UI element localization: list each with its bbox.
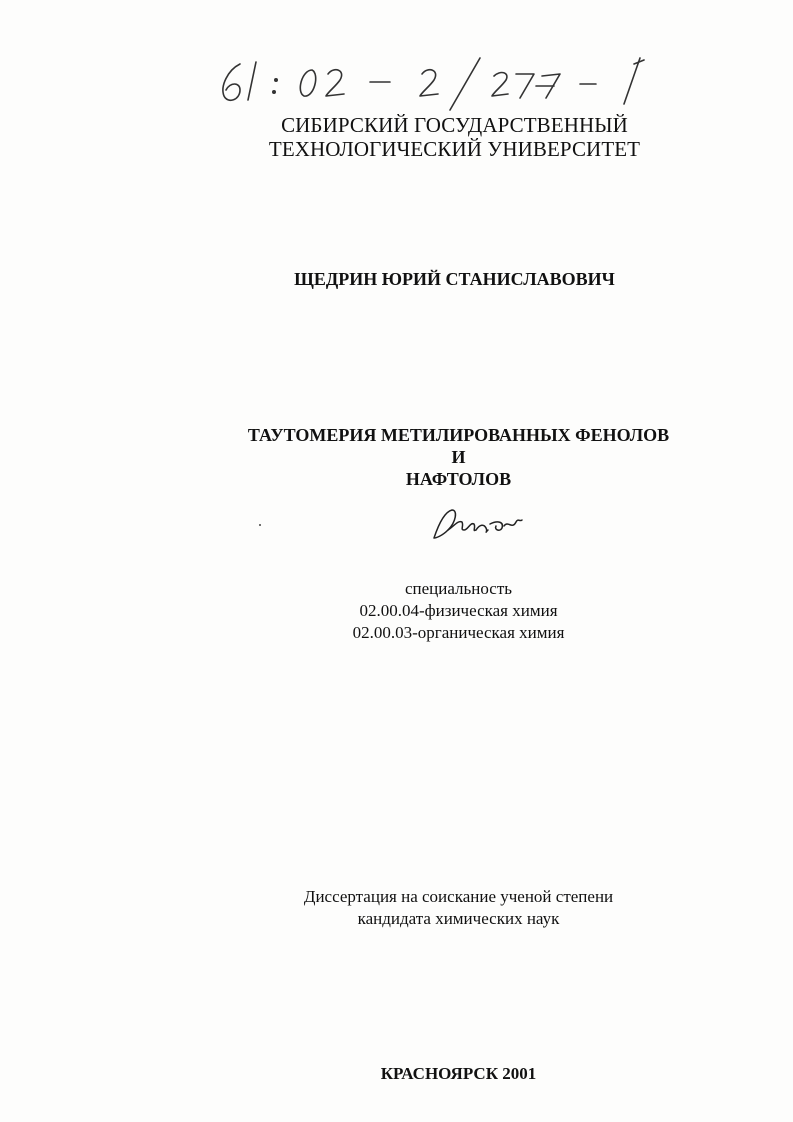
author-line: ЩЕДРИН ЮРИЙ СТАНИСЛАВОВИЧ — [294, 269, 615, 289]
scan-speck — [259, 524, 261, 526]
city-year-line: КРАСНОЯРСК 2001 — [380, 1064, 537, 1083]
author-signature — [428, 500, 528, 548]
title-line-2: И — [451, 447, 466, 467]
dissertation-title — [62, 424, 793, 490]
specialty-code-2: 02.00.03-органическая химия — [352, 623, 565, 642]
title-line-3: НАФТОЛОВ — [405, 469, 512, 489]
author-name — [58, 267, 793, 291]
city-year — [62, 1063, 793, 1085]
specialty-code-1: 02.00.04-физическая химия — [359, 601, 558, 620]
specialty-label: специальность — [404, 579, 513, 598]
title-line-1: ТАУТОМЕРИЯ МЕТИЛИРОВАННЫХ ФЕНОЛОВ — [247, 425, 670, 445]
university-name — [58, 113, 793, 161]
specialty-block — [62, 578, 793, 644]
university-line-1: СИБИРСКИЙ ГОСУДАРСТВЕННЫЙ — [281, 113, 628, 137]
handwritten-archive-code — [210, 52, 670, 112]
university-line-2: ТЕХНОЛОГИЧЕСКИЙ УНИВЕРСИТЕТ — [268, 137, 641, 161]
dissertation-degree — [62, 886, 793, 930]
degree-line-1: Диссертация на соискание ученой степени — [303, 887, 614, 906]
degree-line-2: кандидата химических наук — [357, 909, 560, 928]
